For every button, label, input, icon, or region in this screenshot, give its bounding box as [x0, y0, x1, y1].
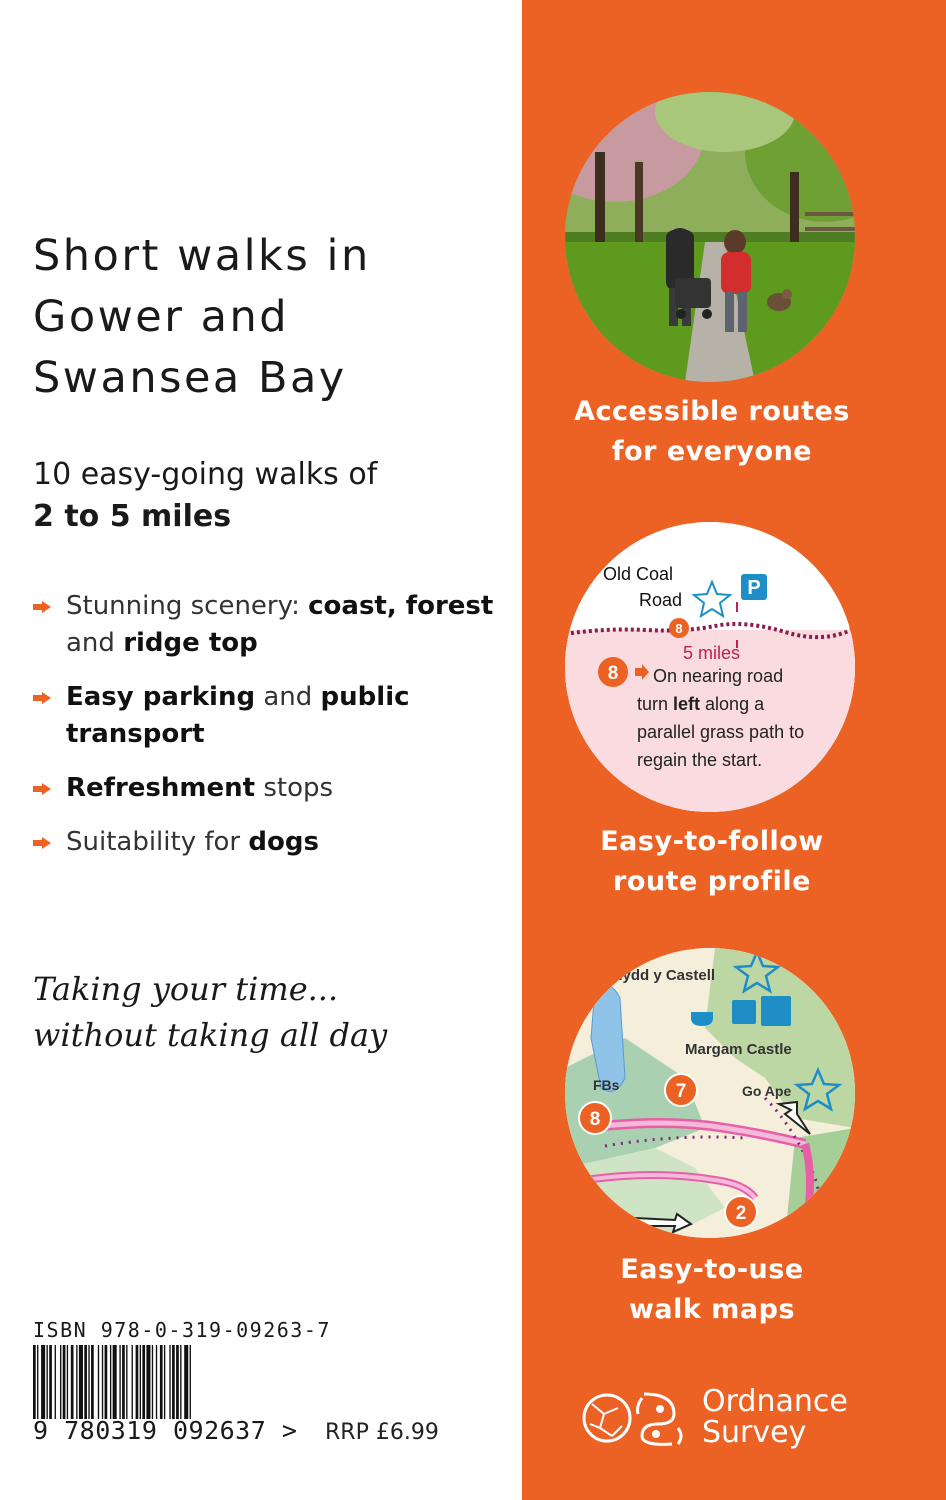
barcode-bar [67, 1345, 68, 1419]
map-label: Margam Castle [685, 1041, 792, 1058]
caption-walk-maps: Easy-to-use walk maps [620, 1254, 804, 1325]
feature-list [33, 588, 503, 878]
map-label: ynydd y Castell [605, 967, 716, 984]
tea-room-icon [691, 1012, 713, 1026]
title-line: Gower and [33, 292, 289, 342]
barcode-bar [180, 1345, 181, 1419]
castle-icon [761, 996, 791, 1026]
barcode-bar [33, 1345, 36, 1419]
feature-item: Easy parking and public transport [33, 679, 503, 753]
barcode-bar [152, 1345, 153, 1419]
ordnance-survey-logo-icon [582, 1384, 692, 1452]
svg-text:8: 8 [675, 621, 683, 636]
svg-text:8: 8 [607, 663, 619, 684]
barcode-bar [49, 1345, 52, 1419]
barcode-bar [41, 1345, 45, 1419]
feature-item: Stunning scenery: coast, forest and ridge top [33, 588, 503, 662]
arrow-bullet-icon [33, 692, 51, 704]
barcode-bar [47, 1345, 48, 1419]
svg-text:2: 2 [735, 1203, 747, 1224]
barcode-bar [71, 1345, 74, 1419]
barcode-bar [60, 1345, 61, 1419]
barcode-bar [98, 1345, 99, 1419]
barcode-bar [105, 1345, 108, 1419]
barcode-bar [79, 1345, 83, 1419]
barcode-bar [160, 1345, 163, 1419]
book-title [33, 226, 503, 409]
arrow-bullet-icon [33, 783, 51, 795]
barcode [33, 1345, 289, 1419]
price-label: RRP £6.99 [325, 1420, 439, 1445]
barcode-bar [136, 1345, 139, 1419]
barcode-bar [119, 1345, 120, 1419]
feature-item: Suitability for dogs [33, 824, 503, 861]
title-line: Short walks in [33, 231, 371, 281]
barcode-bar [55, 1345, 56, 1419]
feature-item: Refreshment stops [33, 770, 503, 807]
map-label: Go Ape [742, 1083, 792, 1099]
barcode-bar [132, 1345, 133, 1419]
tagline-line: without taking all day [33, 1016, 388, 1054]
barcode-bar [88, 1345, 89, 1419]
brand-name: Ordnance Survey [702, 1384, 848, 1450]
map-label: FBs [593, 1077, 620, 1093]
barcode-bar [110, 1345, 111, 1419]
intro-line-bold: 2 to 5 miles [33, 499, 232, 534]
barcode-bar [126, 1345, 127, 1419]
distance-label: 5 miles [683, 643, 741, 663]
step-text: regain the start. [637, 750, 763, 770]
barcode-bar [122, 1345, 125, 1419]
barcode-bar [113, 1345, 117, 1419]
barcode-bar [91, 1345, 94, 1419]
caption-route-profile: Easy-to-follow route profile [600, 826, 824, 897]
barcode-bar [169, 1345, 170, 1419]
walk-map-sample [565, 948, 855, 1238]
barcode-bar [140, 1345, 141, 1419]
barcode-bar [184, 1345, 188, 1419]
barcode-bar [190, 1345, 191, 1419]
barcode-bar [172, 1345, 175, 1419]
intro-line: 10 easy-going walks of [33, 457, 378, 492]
barcode-bar [84, 1345, 87, 1419]
isbn-text: ISBN 978-0-319-09263-7 [33, 1318, 331, 1342]
svg-text:8: 8 [589, 1109, 601, 1130]
barcode-bar [156, 1345, 157, 1419]
route-profile-sample [565, 522, 855, 812]
barcode-bar [164, 1345, 165, 1419]
arrow-bullet-icon [33, 837, 51, 849]
svg-text:7: 7 [675, 1081, 687, 1102]
tagline-line: Taking your time... [33, 970, 339, 1008]
road-label: Road [639, 590, 683, 610]
barcode-bar [142, 1345, 145, 1419]
step-text: parallel grass path to [637, 722, 805, 742]
title-line: Swansea Bay [33, 353, 347, 403]
road-label: Old Coal [603, 564, 674, 584]
arrow-bullet-icon [33, 601, 51, 613]
barcode-bar [63, 1345, 66, 1419]
step-text: turn left along a [637, 694, 765, 714]
barcode-bar [102, 1345, 103, 1419]
barcode-number: 9 780319 092637 > [33, 1416, 298, 1445]
walkers-photo [565, 92, 855, 382]
tagline [33, 966, 387, 1058]
barcode-bar [176, 1345, 179, 1419]
barcode-bar [37, 1345, 38, 1419]
svg-text:P: P [747, 577, 761, 599]
intro-text [33, 454, 377, 538]
barcode-bar [76, 1345, 77, 1419]
barcode-bar [146, 1345, 150, 1419]
caption-accessible-routes: Accessible routes for everyone [574, 396, 850, 467]
step-text: On nearing road [653, 666, 784, 686]
toilets-icon [732, 1000, 756, 1024]
